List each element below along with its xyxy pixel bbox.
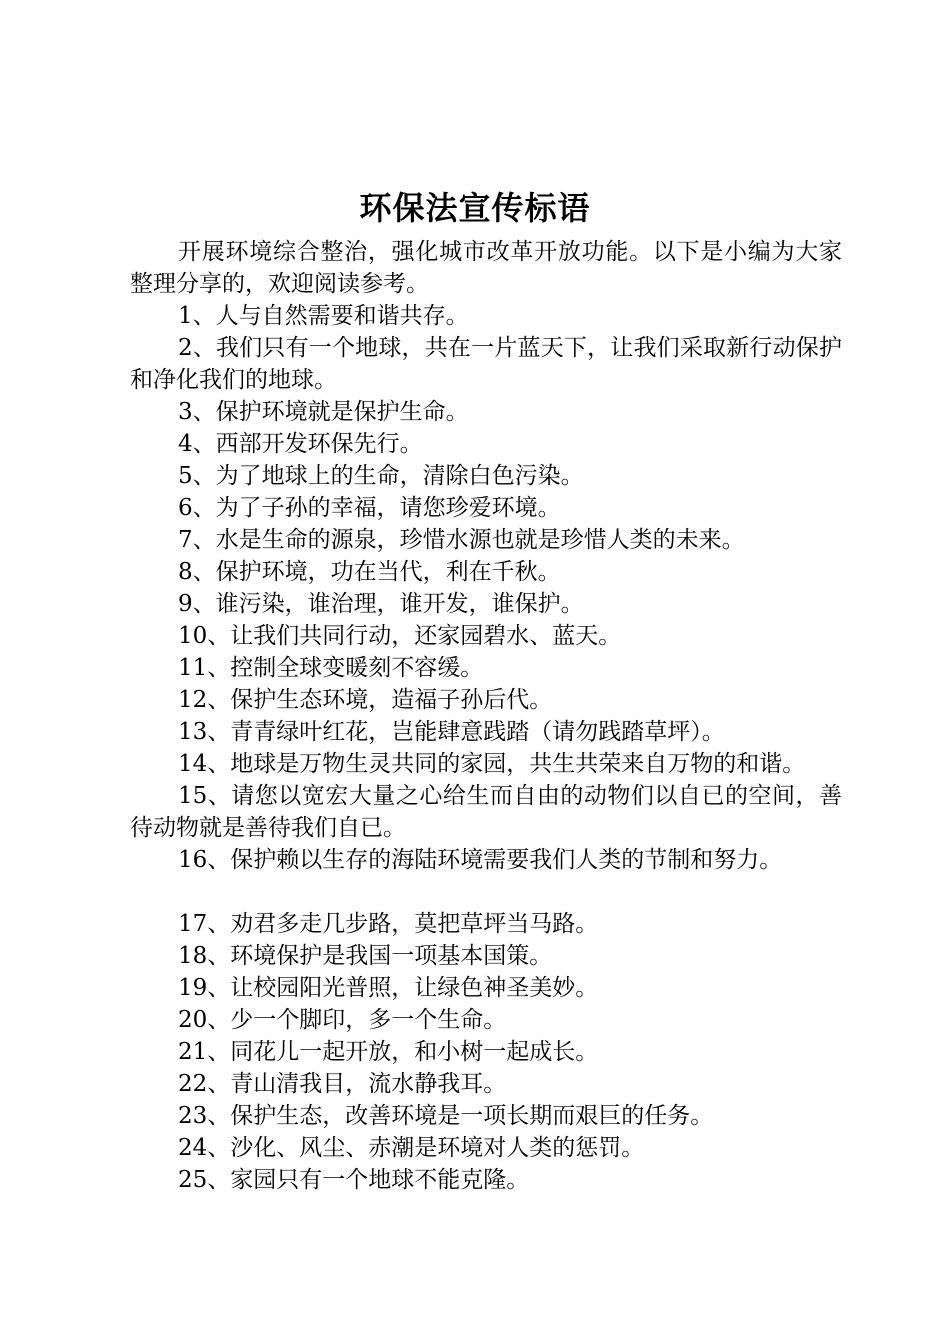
slogan-item: 21、同花儿一起开放，和小树一起成长。 xyxy=(178,1039,599,1065)
slogan-item: 1、人与自然需要和谐共存。 xyxy=(178,303,469,329)
slogan-item: 9、谁污染，谁治理，谁开发，谁保护。 xyxy=(178,591,584,617)
slogan-item: 16、保护赖以生存的海陆环境需要我们人类的节制和努力。 xyxy=(178,847,783,873)
slogan-item: 8、保护环境，功在当代，利在千秋。 xyxy=(178,559,561,585)
intro-paragraph: 开展环境综合整治，强化城市改革开放功能。以下是小编为大家整理分享的，欢迎阅读参考。 xyxy=(130,239,842,297)
slogan-item: 23、保护生态，改善环境是一项长期而艰巨的任务。 xyxy=(178,1103,714,1129)
slogan-item: 24、沙化、风尘、赤潮是环境对人类的惩罚。 xyxy=(178,1135,645,1161)
slogan-item: 12、保护生态环境，造福子孙后代。 xyxy=(178,687,553,713)
slogan-item: 4、西部开发环保先行。 xyxy=(178,431,423,457)
slogan-item: 11、控制全球变暖刻不容缓。 xyxy=(178,655,484,681)
blank-line xyxy=(130,876,842,908)
slogan-item: 13、青青绿叶红花，岂能肆意践踏（请勿践踏草坪）。 xyxy=(178,719,725,745)
slogan-item: 2、我们只有一个地球，共在一片蓝天下，让我们采取新行动保护和净化我们的地球。 xyxy=(130,335,842,393)
slogan-item: 10、让我们共同行动，还家园碧水、蓝天。 xyxy=(178,623,622,649)
slogan-item: 15、请您以宽宏大量之心给生而自由的动物们以自已的空间，善待动物就是善待我们自已。 xyxy=(130,783,842,841)
slogan-item: 25、家园只有一个地球不能克隆。 xyxy=(178,1167,530,1193)
slogan-item: 20、少一个脚印，多一个生命。 xyxy=(178,1007,507,1033)
slogan-item: 6、为了子孙的幸福，请您珍爱环境。 xyxy=(178,495,561,521)
slogan-item: 3、保护环境就是保护生命。 xyxy=(178,399,469,425)
slogan-item: 17、劝君多走几步路，莫把草坪当马路。 xyxy=(178,911,599,937)
slogan-item: 19、让校园阳光普照，让绿色神圣美妙。 xyxy=(178,975,599,1001)
document-title: 环保法宣传标语 xyxy=(359,189,591,227)
slogan-item: 22、青山清我目，流水静我耳。 xyxy=(178,1071,507,1097)
slogan-item: 14、地球是万物生灵共同的家园，共生共荣来自万物的和谐。 xyxy=(178,751,806,777)
slogan-item: 18、环境保护是我国一项基本国策。 xyxy=(178,943,553,969)
slogan-item: 5、为了地球上的生命，清除白色污染。 xyxy=(178,463,584,489)
document-body xyxy=(130,236,842,1196)
slogan-item: 7、水是生命的源泉，珍惜水源也就是珍惜人类的未来。 xyxy=(178,527,745,553)
